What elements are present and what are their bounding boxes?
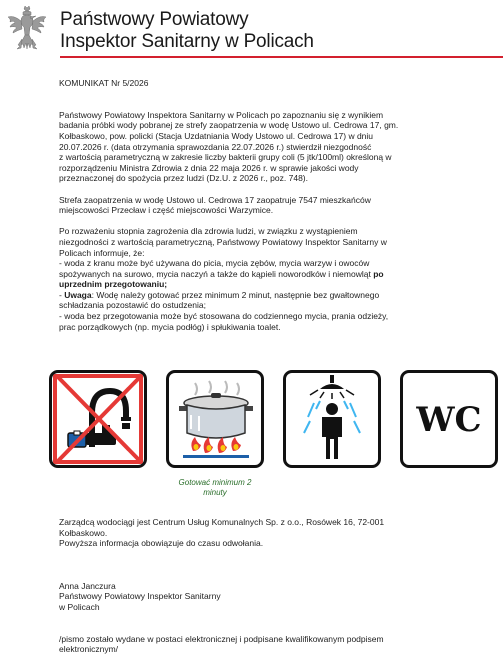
footer-line: Zarządcą wodociągi jest Centrum Usług Komunalnych Sp. z o.o., Rosówek 16, 72-001 <box>59 517 385 527</box>
boiling-pot-icon <box>166 370 264 468</box>
item1-line: - woda z kranu może być używana do picia, mycia zębów, mycia warzyw i owoców <box>59 258 370 269</box>
paragraph3-line: Po rozważeniu stopnia zagrożenia dla zdrowia ludzi, w związku z wystąpieniem <box>59 226 358 237</box>
announcement-footer <box>59 517 469 655</box>
paragraph2-line: Strefa zaopatrzenia w wodę Ustowo ul. Cedrowa 17 zaopatruje 7547 mieszkańców <box>59 194 371 205</box>
paragraph2-line: miejscowości Przecław i część miejscowości Warzymice. <box>59 205 274 216</box>
boil-caption: Gotować minimum 2 minuty <box>178 478 252 497</box>
paragraph1-line: z wartością parametryczną w zakresie liczby bakterii grupy coli (5 jtk/100ml) określoną w <box>59 152 392 163</box>
e-signature-note: /pismo zostało wydane w postaci elektronicznej i podpisane kwalifikowanym podpisem <box>59 633 384 644</box>
wc-icon <box>400 370 498 468</box>
e-signature-note: elektronicznym/ <box>59 644 119 655</box>
no-tap-water-icon <box>49 370 147 468</box>
item1-line-text: spożywanych na surowo, mycia naczyń a także do kąpieli noworodków i niemowląt <box>59 268 371 279</box>
item1-bold-tail: po <box>373 268 384 279</box>
paragraph1-line: Państwowy Powiatowy Inspektora Sanitarny w Policach po zapoznaniu się z wynikiem <box>59 109 384 120</box>
footer-line: Kołbaskowo. <box>59 527 108 538</box>
warning-label: Uwaga <box>64 289 92 300</box>
paragraph1-line: 20.07.2026 r. (data otrzymania sprawozdania 22.07.2026 r.) stwierdził niezgodność <box>59 141 372 152</box>
item3-line: prac porządkowych (np. mycia podłóg) i spłukiwania toalet. <box>59 321 281 332</box>
item2-prefix: - <box>59 289 65 300</box>
announcement-body <box>59 78 459 332</box>
signature-name: Anna Janczura <box>59 580 116 591</box>
institution-name-line1: Państwowy Powiatowy <box>60 9 249 30</box>
wc-label: WC <box>416 400 482 440</box>
signature-place: w Policach <box>59 601 100 612</box>
institution-name-line2: Inspektor Sanitarny w Policach <box>60 31 314 52</box>
institution-name <box>60 9 314 53</box>
pictogram-row <box>49 370 499 472</box>
polish-eagle-emblem-icon <box>6 5 48 57</box>
paragraph3-line: Policach informuje, że: <box>59 247 145 258</box>
item2-rest: : Wodę należy gotować przez minimum 2 minut, następnie bez gwałtownego <box>91 289 380 300</box>
item1-line <box>59 269 459 280</box>
paragraph1-line: badania próbki wody pobranej ze strefy zaopatrzenia w wodę Ustowo ul. Cedrowa 17, gm. <box>59 120 399 131</box>
paragraph3-line: niezgodności z wartością parametryczną, Państwowy Powiatowy Inspektor Sanitarny w <box>59 236 387 247</box>
paragraph1-line: rozporządzeniu Ministra Zdrowia z dnia 22 maja 2026 r. w sprawie jakości wody <box>59 162 359 173</box>
footer-line: Powyższa informacja obowiązuje do czasu odwołania. <box>59 538 264 549</box>
signature-title: Państwowy Powiatowy Inspektor Sanitarny <box>59 591 221 602</box>
paragraph1-line: Kołbaskowo, pow. policki (Stacja Uzdatniania Wody Ustowo ul. Cedrowa 17) w dniu <box>59 130 374 141</box>
letterhead <box>0 0 503 62</box>
item3-line: - woda bez przegotowania może być stosowana do codziennego mycia, prania odzieży, <box>59 311 389 322</box>
announcement-title: KOMUNIKAT Nr 5/2026 <box>59 78 149 88</box>
item1-bold-line: uprzednim przegotowaniu; <box>59 279 168 290</box>
shower-icon <box>283 370 381 468</box>
item2-line <box>59 290 459 301</box>
item2-line2: schładzania pozostawić do ostudzenia; <box>59 300 206 311</box>
header-divider <box>60 56 503 58</box>
paragraph1-line: przeznaczonej do spożycia przez ludzi (Dz.U. z 2026 r., poz. 748). <box>59 173 308 184</box>
